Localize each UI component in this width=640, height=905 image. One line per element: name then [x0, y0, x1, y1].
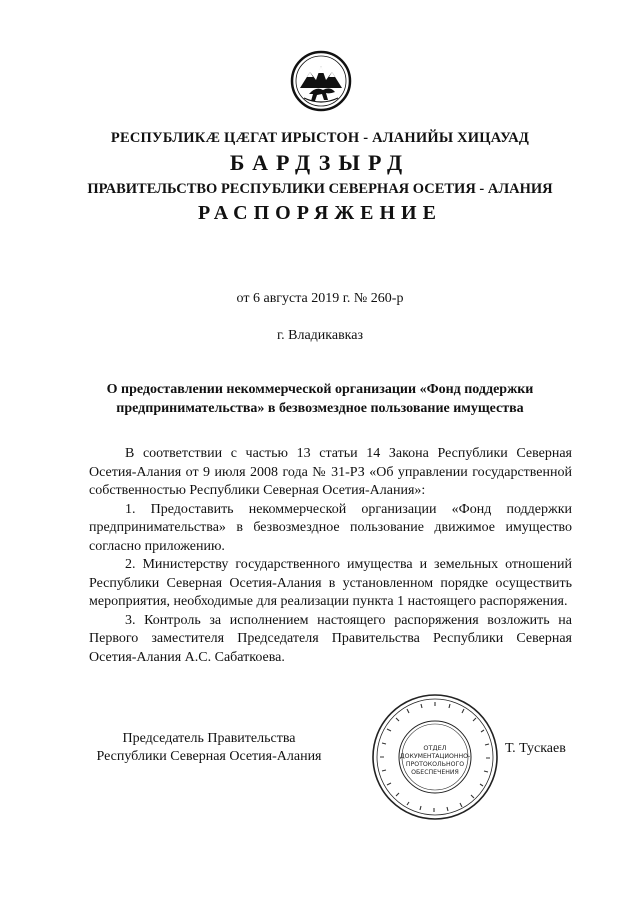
header-line-ossetian-government: РЕСПУБЛИКÆ ЦÆГАТ ИРЫСТОН - АЛАНИЙЫ ХИЦАУАД: [110, 130, 530, 146]
document-type-title: РАСПОРЯЖЕНИЕ: [198, 202, 442, 224]
document-subject-line2: предпринимательства» в безвозмездное пользование имущества: [116, 401, 524, 416]
document-subject: [80, 380, 560, 418]
signatory-position-line2: Республики Северная Осетия-Алания: [96, 749, 322, 764]
preamble-paragraph: В соответствии с частью 13 статьи 14 Закона Республики Северная Осетия-Алания от 9 июля 2008 года № 31-РЗ «Об управлении государственной собственностью Республики Северная Осетия-Алания»:: [89, 446, 572, 498]
signatory-position-line1: Председатель Правительства: [122, 731, 296, 746]
header-line-bardzyrd: БАРДЗЫРД: [229, 150, 411, 175]
item-3-paragraph: 3. Контроль за исполнением настоящего распоряжения возложить на Первого заместителя Председателя Правительства Республики Северная Осетия-Алания А.С. Сабаткоева.: [89, 612, 572, 665]
document-body: [89, 445, 572, 667]
svg-text:ОТДЕЛ: ОТДЕЛ: [423, 744, 447, 752]
svg-text:ПРОТОКОЛЬНОГО: ПРОТОКОЛЬНОГО: [405, 761, 465, 768]
document-subject-line1: О предоставлении некоммерческой организации «Фонд поддержки: [106, 382, 534, 397]
signatory-position: [89, 730, 329, 766]
item-1-paragraph: 1. Предоставить некоммерческой организации «Фонд поддержки предпринимательства» в безвозмездное пользование движимое имущество согласно приложению.: [89, 501, 572, 554]
header-line-government-russian: ПРАВИТЕЛЬСТВО РЕСПУБЛИКИ СЕВЕРНАЯ ОСЕТИЯ - АЛАНИЯ: [87, 181, 553, 197]
svg-text:ОБЕСПЕЧЕНИЯ: ОБЕСПЕЧЕНИЯ: [411, 769, 459, 776]
coat-of-arms-icon: [290, 50, 352, 112]
svg-text:ДОКУМЕНТАЦИОННО-: ДОКУМЕНТАЦИОННО-: [399, 753, 471, 760]
document-city: г. Владикавказ: [276, 328, 364, 343]
signatory-name: Т. Тускаев: [505, 741, 566, 756]
official-stamp: [370, 692, 500, 822]
document-date-number: от 6 августа 2019 г. № 260-р: [236, 291, 404, 306]
item-2-paragraph: 2. Министерству государственного имущества и земельных отношений Республики Северная Осетия-Алания в установленном порядке осуществить мероприятия, необходимые для реализации пункта 1 настоящего распоряжения.: [89, 557, 572, 609]
